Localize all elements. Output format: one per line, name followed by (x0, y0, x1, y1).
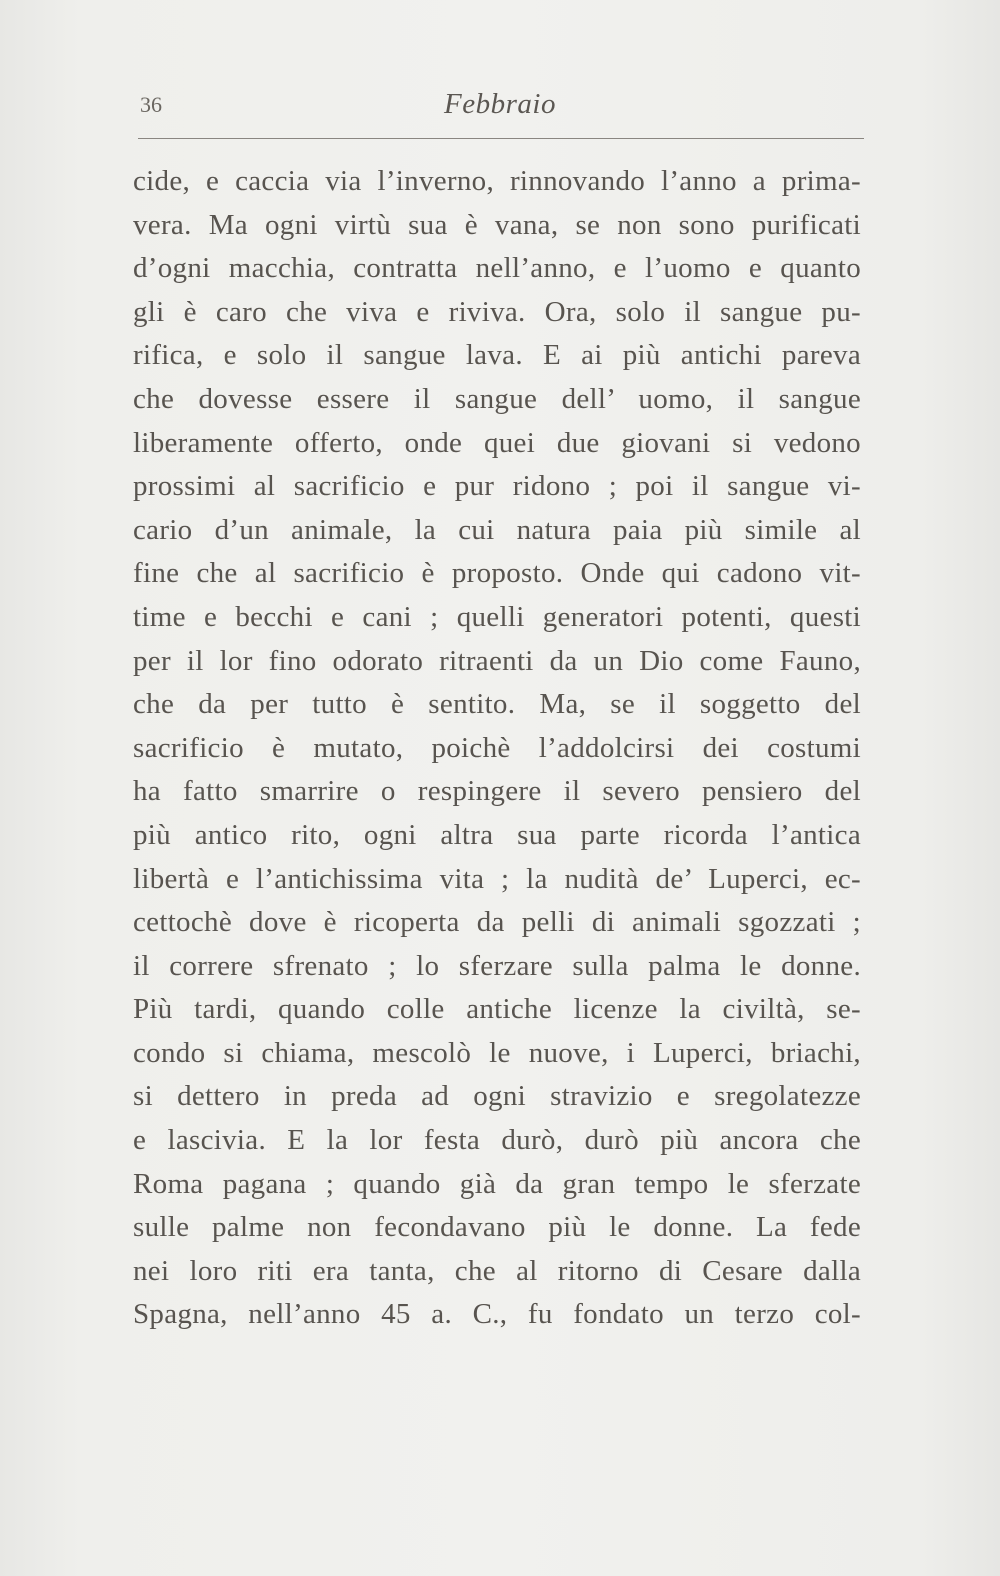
text-line: e lascivia. E la lor festa durò, durò più ancora che (133, 1124, 861, 1157)
body-text (133, 160, 861, 1337)
page-number: 36 (140, 92, 162, 117)
text-line: si dettero in preda ad ogni stravizio e sregolatezze (133, 1080, 861, 1113)
text-line: rifica, e solo il sangue lava. E ai più antichi pareva (133, 339, 861, 372)
text-line: il correre sfrenato ; lo sferzare sulla palma le donne. (133, 949, 861, 982)
text-line: che dovesse essere il sangue dell’ uomo, il sangue (133, 382, 861, 415)
text-line: sacrificio è mutato, poichè l’addolcirsi dei costumi (133, 731, 861, 764)
text-line: gli è caro che viva e riviva. Ora, solo il sangue pu- (133, 295, 861, 328)
text-line: condo si chiama, mescolò le nuove, i Luperci, briachi, (133, 1036, 861, 1069)
text-line: sulle palme non fecondavano più le donne. La fede (133, 1211, 861, 1244)
text-line: vera. Ma ogni virtù sua è vana, se non sono purificati (133, 208, 861, 241)
text-line: Più tardi, quando colle antiche licenze la civiltà, se- (133, 993, 861, 1026)
text-line: nei loro riti era tanta, che al ritorno di Cesare dalla (133, 1254, 861, 1287)
text-line: cario d’un animale, la cui natura paia più simile al (133, 513, 861, 546)
text-line: che da per tutto è sentito. Ma, se il soggetto del (133, 688, 861, 721)
running-title: Febbraio (444, 88, 556, 120)
text-line: Spagna, nell’anno 45 a. C., fu fondato un terzo col- (133, 1298, 861, 1331)
text-line: fine che al sacrificio è proposto. Onde qui cadono vit- (133, 557, 861, 590)
header-rule (138, 138, 864, 139)
text-line: per il lor fino odorato ritraenti da un Dio come Fauno, (133, 644, 861, 677)
text-line: libertà e l’antichissima vita ; la nudità de’ Luperci, ec- (133, 862, 861, 895)
text-line: time e becchi e cani ; quelli generatori potenti, questi (133, 600, 861, 633)
text-line: liberamente offerto, onde quei due giovani si vedono (133, 426, 861, 459)
text-line: cettochè dove è ricoperta da pelli di animali sgozzati ; (133, 906, 861, 939)
text-line: cide, e caccia via l’inverno, rinnovando l’anno a prima- (133, 165, 861, 197)
text-line: più antico rito, ogni altra sua parte ricorda l’antica (133, 818, 861, 851)
text-line: prossimi al sacrificio e pur ridono ; poi il sangue vi- (133, 470, 861, 503)
text-line: ha fatto smarrire o respingere il severo pensiero del (133, 775, 861, 808)
text-line: Roma pagana ; quando già da gran tempo le sferzate (133, 1167, 861, 1200)
text-line: d’ogni macchia, contratta nell’anno, e l’uomo e quanto (133, 252, 861, 285)
